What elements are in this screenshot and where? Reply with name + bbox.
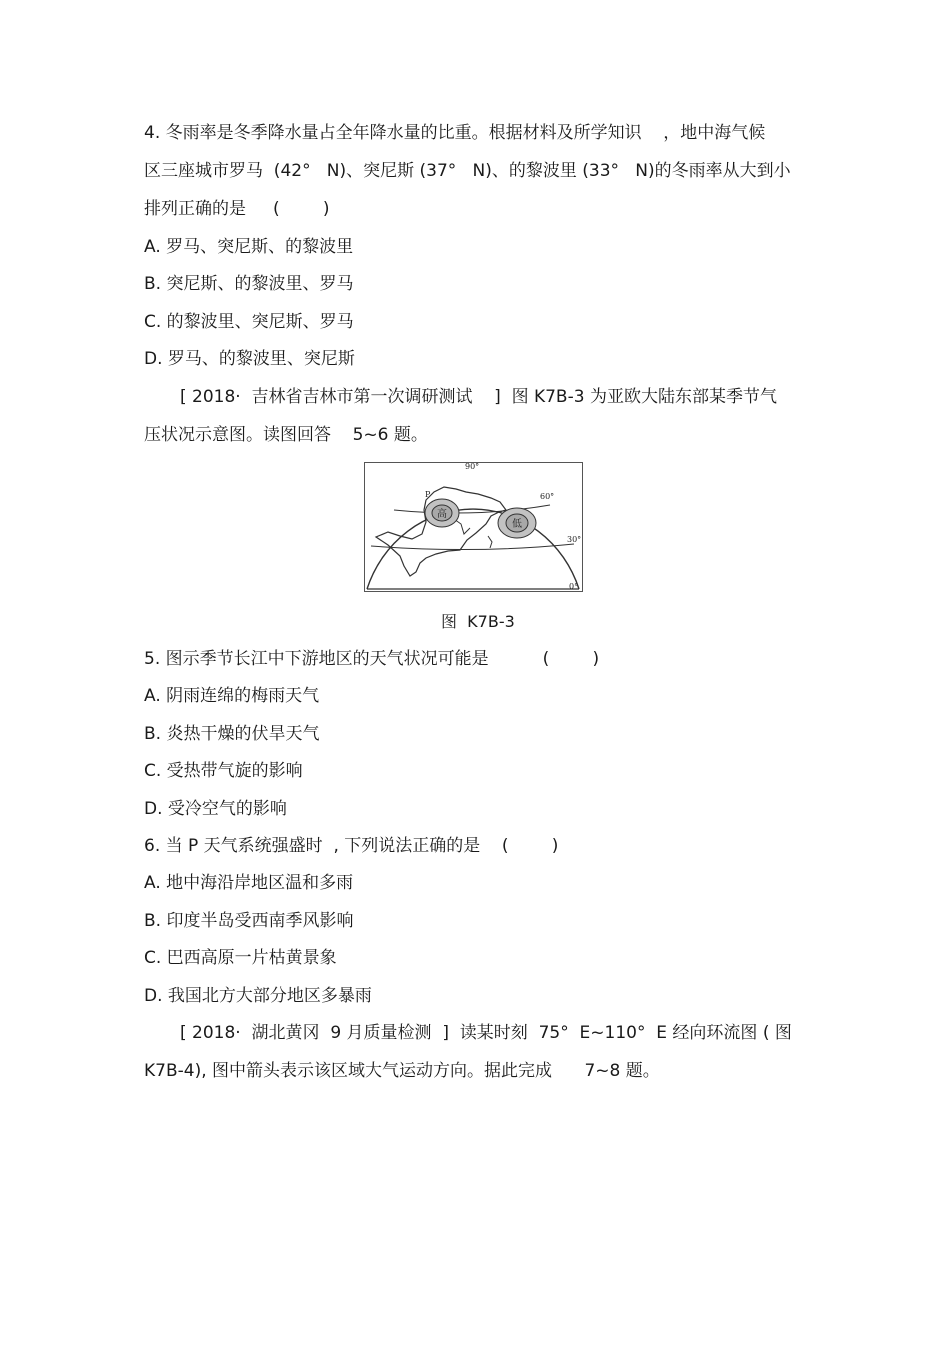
q6-option-b: B. 印度半岛受西南季风影响	[144, 911, 354, 931]
intro-5-6-line-2: 压状况示意图。读图回答 5~6 题。	[144, 425, 428, 445]
q6-option-d: D. 我国北方大部分地区多暴雨	[144, 986, 372, 1006]
figure-frame	[365, 463, 583, 592]
label-lat-0: 0°	[569, 582, 579, 591]
q6-option-c: C. 巴西高原一片枯黄景象	[144, 948, 337, 968]
q4-option-b: B. 突尼斯、的黎波里、罗马	[144, 274, 354, 294]
figure-caption: 图 K7B-3	[441, 612, 515, 631]
label-high: 高	[437, 509, 447, 520]
label-lat-90: 90°	[465, 462, 480, 471]
q4-option-a: A. 罗马、突尼斯、的黎波里	[144, 237, 354, 257]
intro-7-8-line-1: [ 2018· 湖北黄冈 9 月质量检测 ] 读某时刻 75° E~110° E 经向环流图 ( 图	[180, 1023, 792, 1043]
q4-stem-line-1: 4. 冬雨率是冬季降水量占全年降水量的比重。根据材料及所学知识 ，地中海气候	[144, 123, 766, 143]
q6-option-a: A. 地中海沿岸地区温和多雨	[144, 873, 354, 893]
q5-option-b: B. 炎热干燥的伏旱天气	[144, 724, 320, 744]
q6-stem: 6. 当 P 天气系统强盛时 , 下列说法正确的是 ( )	[144, 836, 559, 856]
q5-stem: 5. 图示季节长江中下游地区的天气状况可能是 ( )	[144, 649, 600, 669]
intro-7-8-line-2: K7B-4), 图中箭头表示该区域大气运动方向。据此完成 7~8 题。	[144, 1061, 660, 1081]
q5-option-a: A. 阴雨连绵的梅雨天气	[144, 686, 320, 706]
intro-5-6-line-1: [ 2018· 吉林省吉林市第一次调研测试 ] 图 K7B-3 为亚欧大陆东部某季节气	[180, 387, 777, 407]
pressure-map-figure	[364, 462, 583, 592]
q4-stem-line-3: 排列正确的是 ( )	[144, 199, 330, 219]
q5-option-d: D. 受冷空气的影响	[144, 799, 287, 819]
label-lat-60: 60°	[540, 492, 555, 501]
label-low: 低	[512, 519, 522, 530]
label-lat-30: 30°	[567, 535, 582, 544]
q4-option-d: D. 罗马、的黎波里、突尼斯	[144, 349, 355, 369]
q4-option-c: C. 的黎波里、突尼斯、罗马	[144, 312, 354, 332]
q5-option-c: C. 受热带气旋的影响	[144, 761, 303, 781]
label-p: P	[425, 490, 431, 499]
q4-stem-line-2: 区三座城市罗马 (42° N)、突尼斯 (37° N)、的黎波里 (33° N)的冬雨率从大到小	[144, 161, 791, 181]
